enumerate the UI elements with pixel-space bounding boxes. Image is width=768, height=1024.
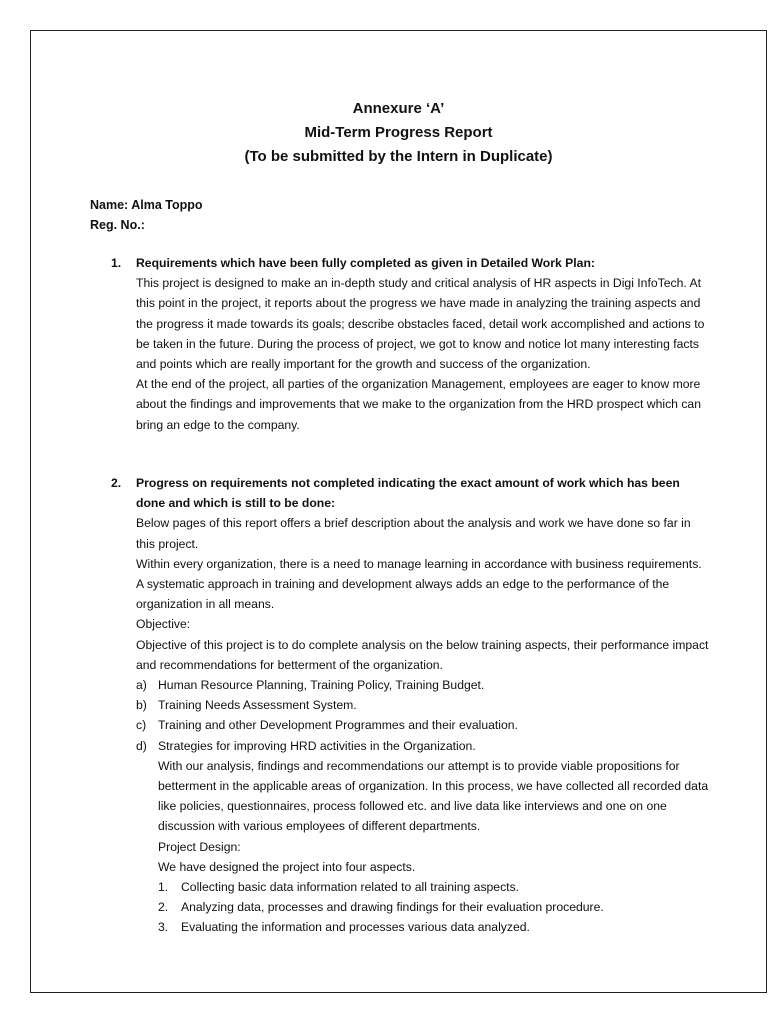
section-1-paragraph-2: At the end of the project, all parties of the organization Management, employees are eager to know more about the findings and improvements that we make to the organization from the HRD prospect which can bring an edge to the company. <box>136 377 701 432</box>
list-item-text: Training and other Development Programmes and their evaluation. <box>158 718 518 733</box>
section-1-number: 1. <box>111 256 122 270</box>
report-subtitle: (To be submitted by the Intern in Duplicate) <box>244 148 553 165</box>
list-item <box>136 675 711 695</box>
list-item <box>136 695 711 715</box>
list-item-text: Evaluating the information and processes various data analyzed. <box>181 920 530 935</box>
list-marker: b) <box>136 698 147 713</box>
list-marker: d) <box>136 738 147 753</box>
objective-text: Objective of this project is to do complete analysis on the below training aspects, their performance impact and recommendations for betterment of the organization. <box>136 637 709 672</box>
objective-label: Objective: <box>136 617 191 632</box>
training-aspects-list <box>136 675 711 756</box>
section-2-number: 2. <box>111 476 122 490</box>
list-item-text: Strategies for improving HRD activities in the Organization. <box>158 738 476 753</box>
section-1-paragraph-1: This project is designed to make an in-depth study and critical analysis of HR aspects in Digi InfoTech. At this point in the project, it reports about the progress we have made in analyzing the training aspects and the progress it made towards its goals; describe obstacles faced, detail work accomplished and actions to be taken in the future. During the process of project, we got to know and notice lot many interesting facts and points which are really important for the growth and success of the organization. <box>136 276 705 372</box>
analysis-text: With our analysis, findings and recommendations our attempt is to provide viable propositions for betterment in the applicable areas of organization. In this process, we have collected all recorded data like policies, questionnaires, process followed etc. and live data like interviews and one on one discussion with various employees of different departments. <box>158 758 709 834</box>
list-item-text: Human Resource Planning, Training Policy, Training Budget. <box>158 678 485 693</box>
analysis-block <box>158 756 711 938</box>
list-item <box>136 736 711 756</box>
list-item-text: Collecting basic data information related to all training aspects. <box>181 880 520 895</box>
intern-details <box>90 195 203 235</box>
project-design-label: Project Design: <box>158 839 241 854</box>
list-item <box>136 715 711 735</box>
list-marker: a) <box>136 678 147 693</box>
section-2-heading: Progress on requirements not completed indicating the exact amount of work which has been done and which is still to be done: <box>136 476 680 511</box>
section-1 <box>111 253 711 435</box>
project-design-text: We have designed the project into four aspects. <box>158 859 416 874</box>
document-title-block <box>31 97 766 169</box>
list-item <box>158 897 711 917</box>
document-page <box>30 30 767 993</box>
project-steps-list <box>158 877 711 938</box>
list-marker: 2. <box>158 900 169 915</box>
report-title: Mid-Term Progress Report <box>304 124 493 141</box>
list-marker: c) <box>136 718 147 733</box>
list-item-text: Analyzing data, processes and drawing findings for their evaluation procedure. <box>181 900 604 915</box>
section-2-paragraph-1: Below pages of this report offers a brief description about the analysis and work we have done so far in this project. <box>136 516 691 551</box>
registration-number: Reg. No.: <box>90 218 145 232</box>
annexure-title: Annexure ‘A’ <box>352 100 445 117</box>
section-2-paragraph-2: Within every organization, there is a need to manage learning in accordance with business requirements. A systematic approach in training and development always adds an edge to the performance of the organization in all means. <box>136 556 702 612</box>
list-item-text: Training Needs Assessment System. <box>158 698 357 713</box>
intern-name: Name: Alma Toppo <box>90 198 203 212</box>
section-1-heading: Requirements which have been fully completed as given in Detailed Work Plan: <box>136 256 595 270</box>
section-2 <box>111 473 711 938</box>
list-marker: 1. <box>158 880 169 895</box>
list-item <box>158 917 711 937</box>
list-marker: 3. <box>158 920 169 935</box>
list-item <box>158 877 711 897</box>
